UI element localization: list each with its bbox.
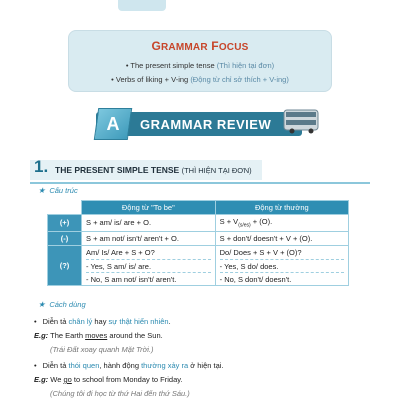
- usage-heading: ★ Cách dùng: [38, 300, 86, 309]
- cell-positive-verb: $S + V_{(s/es)} + (O)$.: [215, 215, 348, 232]
- usage-example-1: E.g: The Earth moves around the Sun.: [34, 331, 163, 340]
- col-regular-verb: Động từ thường: [215, 201, 348, 215]
- usage-example-1-translation: (Trái Đất xoay quanh Mặt Trời.): [50, 345, 154, 354]
- row-label-positive: (+): [48, 215, 82, 232]
- usage-bullet-1: • Diễn tả chân lý hay sự thật hiển nhiên.: [34, 317, 171, 326]
- grammar-focus-box: [68, 30, 332, 92]
- table-header-row: [48, 201, 349, 215]
- cell-question-verb: Do/ Does + S + V + (O)? - Yes, S do/ does. - No, S don't/ doesn't.: [215, 245, 348, 285]
- focus-item-2: • Verbs of liking + V-ing (Động từ chỉ sở thích + V-ing): [111, 75, 289, 84]
- double-decker-bus-icon: [282, 108, 322, 134]
- cell-question-tobe: Am/ Is/ Are + S + O? - Yes, S am/ is/ are. - No, S am not/ isn't/ aren't.: [82, 245, 216, 285]
- table-row: [48, 215, 349, 232]
- table-row: [48, 245, 349, 285]
- cell-negative-tobe: S + am not/ isn't/ aren't + O.: [82, 231, 216, 245]
- usage-bullet-2: • Diễn tả thói quen, hành động thường xảy ra ở hiện tại.: [34, 361, 224, 370]
- section-divider: [30, 182, 370, 184]
- section-number: 1.: [34, 157, 49, 176]
- usage-example-2: E.g: We go to school from Monday to Friday.: [34, 375, 183, 384]
- focus-item-1: • The present simple tense (Thì hiện tại đơn): [125, 61, 275, 70]
- row-label-question: (?): [48, 245, 82, 285]
- cell-positive-tobe: S + am/ is/ are + O.: [82, 215, 216, 232]
- structure-heading: ★ Cấu trúc: [38, 186, 78, 195]
- row-label-negative: (-): [48, 231, 82, 245]
- section-letter-badge: A: [94, 108, 132, 140]
- star-icon: ★: [38, 300, 46, 309]
- section-title: THE PRESENT SIMPLE TENSE (THÌ HIỆN TẠI ĐƠN): [55, 165, 252, 175]
- col-to-be: Động từ "To be": [82, 201, 216, 215]
- star-icon: ★: [38, 186, 46, 195]
- banner-title: GRAMMAR REVIEW: [140, 117, 272, 132]
- usage-example-2-translation: (Chúng tôi đi học từ thứ Hai đến thứ Sáu.): [50, 389, 190, 398]
- table-row: [48, 231, 349, 245]
- cell-negative-verb: S + don't/ doesn't + V + (O).: [215, 231, 348, 245]
- grammar-focus-title: GRAMMAR FOCUS: [151, 39, 249, 53]
- structure-table: [47, 200, 349, 286]
- top-decoration: [118, 0, 166, 11]
- table-corner: [48, 201, 82, 215]
